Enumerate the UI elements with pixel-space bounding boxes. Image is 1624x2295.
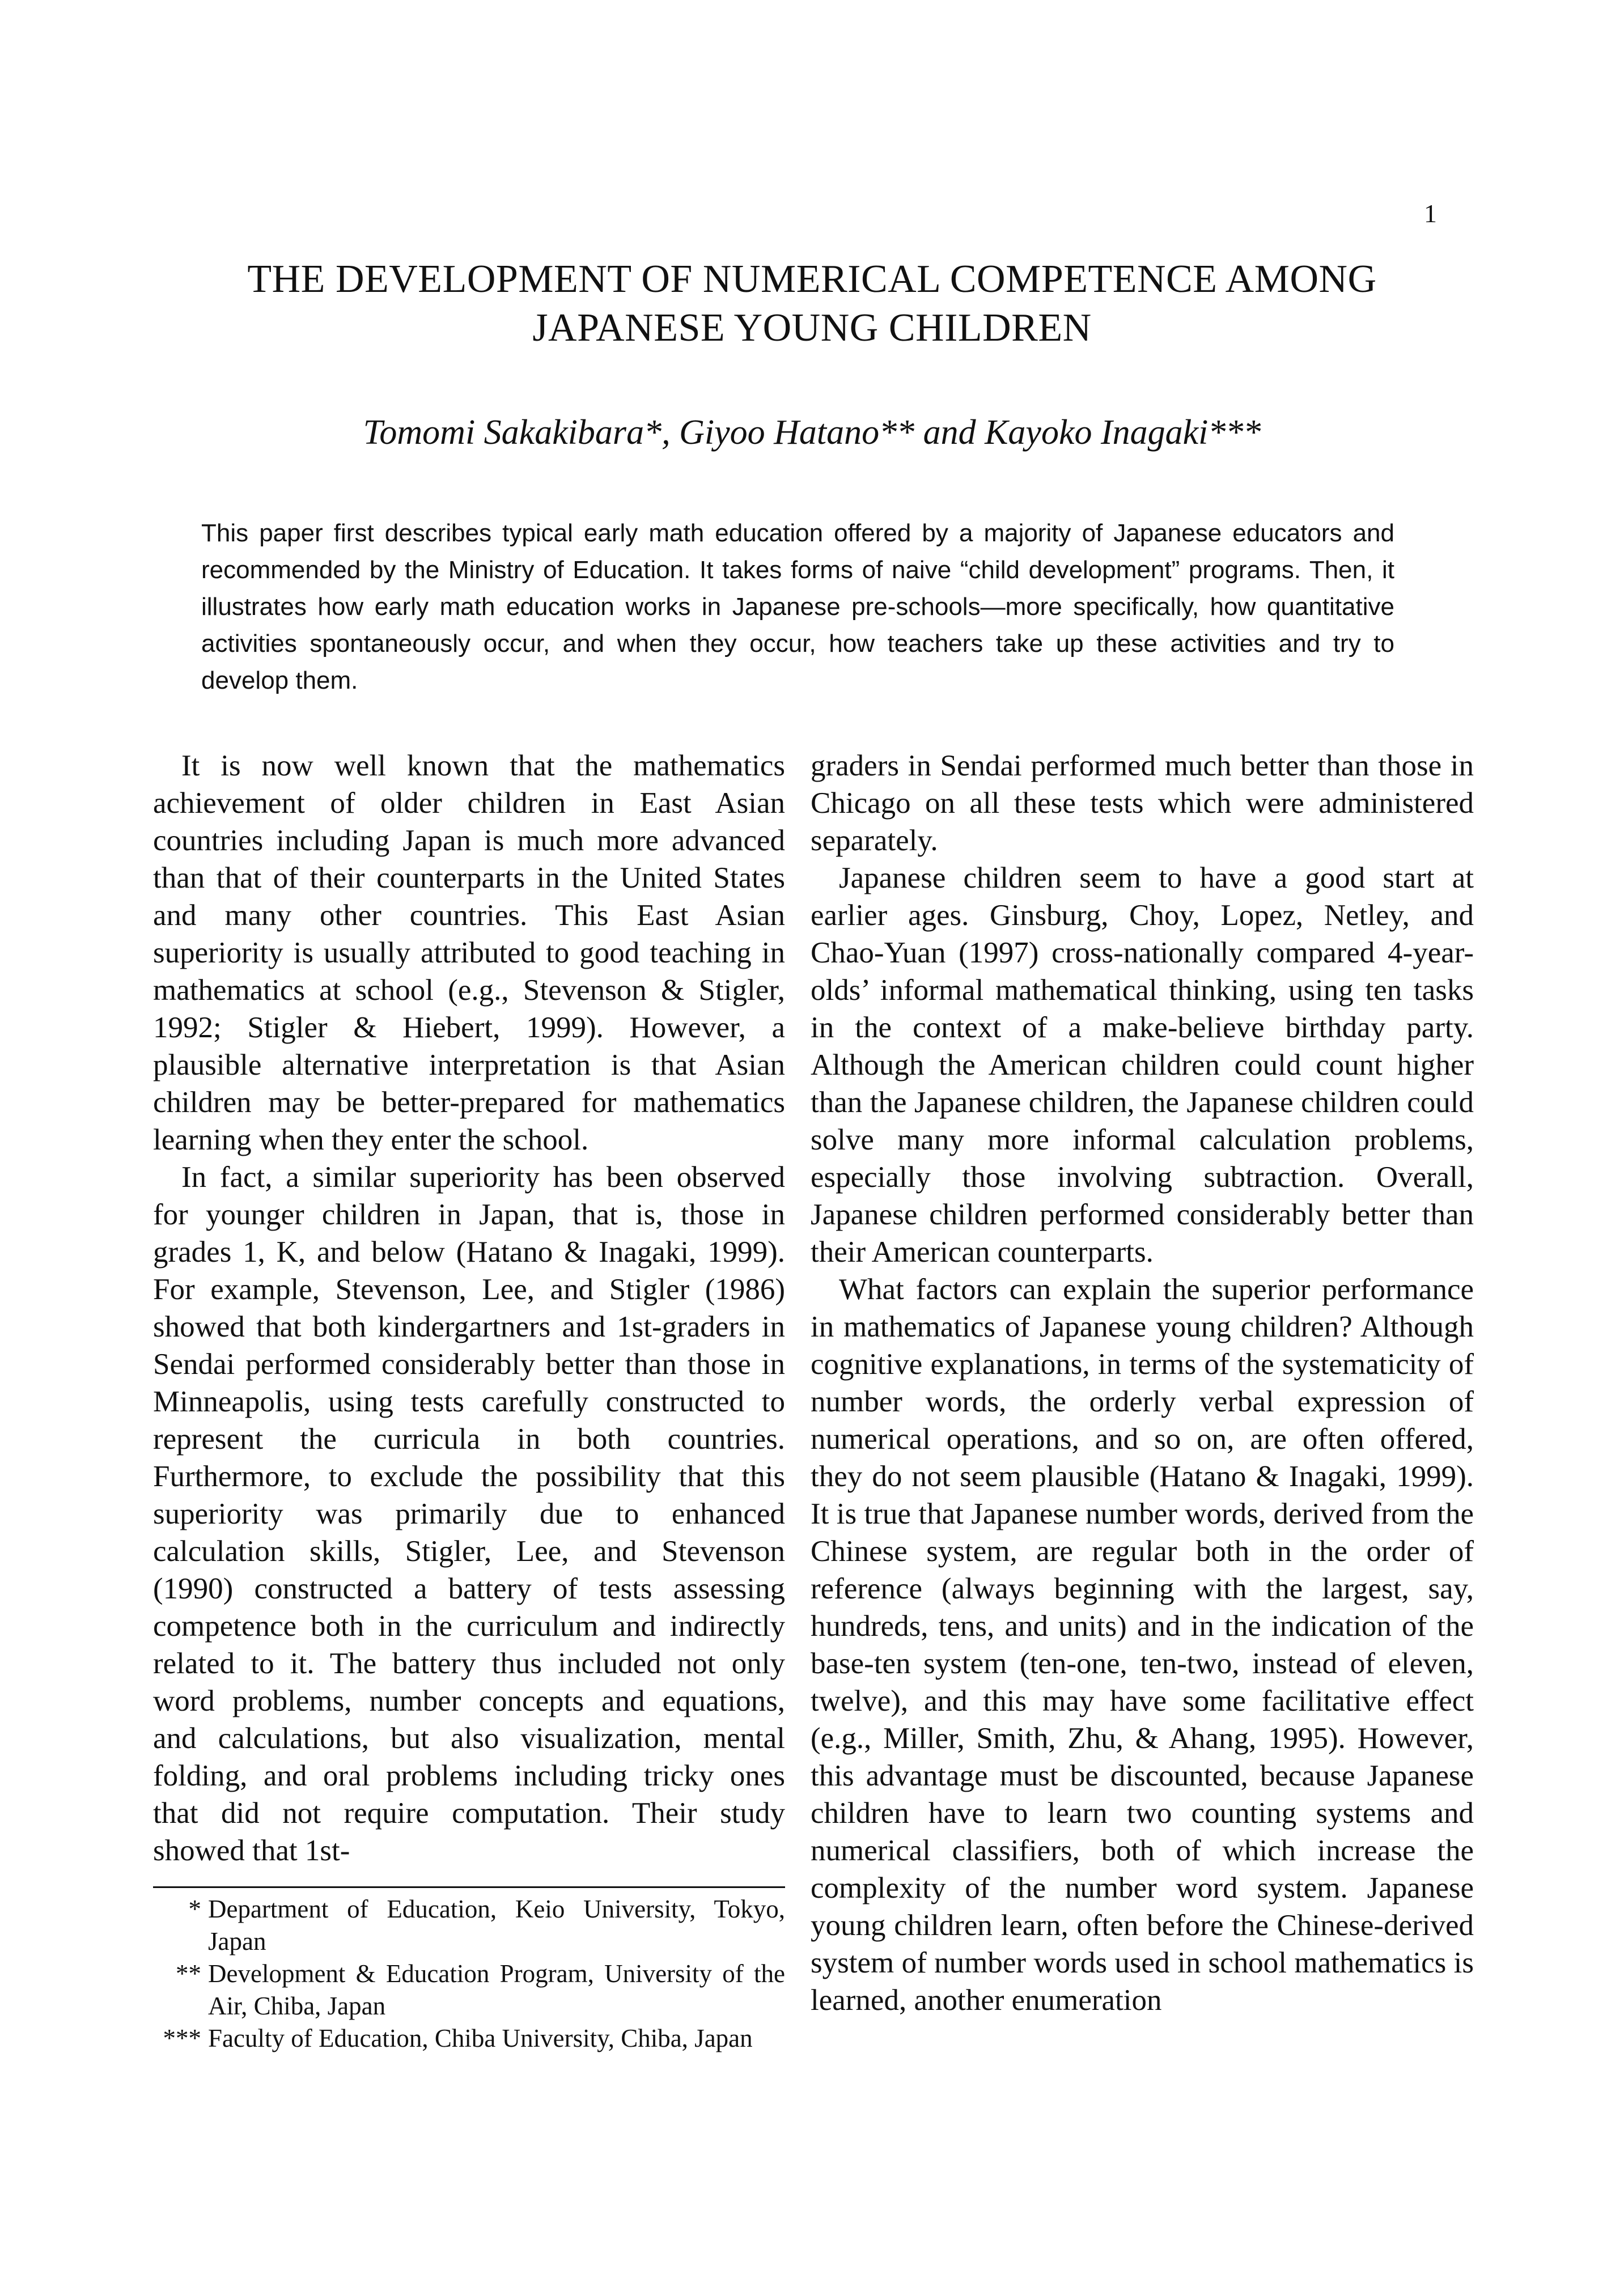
footnote-text: Department of Education, Keio University, Tokyo, Japan — [208, 1895, 785, 1955]
body-paragraph: What factors can explain the superior performance in mathematics of Japanese young children? Although cognitive explanations, in terms of the systematicity of number words, the orderly verbal expression of numerical operations, and so on, are often offered, they do not seem plausible (Hatano & Inagaki, 1999). It is true that Japanese number words, derived from the Chinese system, are regular both in the order of reference (always beginning with the largest, say, hundreds, tens, and units) and in the indication of the base-ten system (ten-one, ten-two, instead of eleven, twelve), and this may have some facilitative effect (e.g., Miller, Smith, Zhu, & Ahang, 1995). However, this advantage must be discounted, because Japanese children have to learn two counting systems and numerical classifiers, both of which increase the complexity of the number word system. Japanese young children learn, often before the Chinese-derived system of number words used in school mathematics is learned, another enumeration — [811, 1273, 1474, 2017]
footnote-divider — [153, 1886, 785, 1888]
page-number: 1 — [1424, 199, 1437, 228]
body-paragraph: Japanese children seem to have a good start at earlier ages. Ginsburg, Choy, Lopez, Netley, and Chao-Yuan (1997) cross-nationally compared 4-year-olds’ informal mathematical thinking, using ten tasks in the context of a make-believe birthday party. Although the American children could count higher than the Japanese children, the Japanese children could solve many more informal calculation problems, especially those involving subtraction. Overall, Japanese children performed considerably better than their American counterparts. — [811, 862, 1474, 1269]
footnote-mark: ** — [176, 1959, 201, 1988]
footnote-mark: *** — [163, 2024, 201, 2052]
title-line-2: JAPANESE YOUNG CHILDREN — [532, 306, 1092, 350]
footnotes — [153, 1893, 785, 2055]
body-paragraph: In fact, a similar superiority has been observed for younger children in Japan, that is, those in grades 1, K, and below (Hatano & Inagaki, 1999). For example, Stevenson, Lee, and Stigler (1986) showed that both kindergartners and 1st-graders in Sendai performed considerably better than those in Minneapolis, using tests carefully constructed to represent the curricula in both countries. Furthermore, to exclude the possibility that this superiority was primarily due to enhanced calculation skills, Stigler, Lee, and Stevenson (1990) constructed a battery of tests assessing competence both in the curriculum and indirectly related to it. The battery thus included not only word problems, number concepts and equations, and calculations, but also visualization, mental folding, and oral problems including tricky ones that did not require computation. Their study showed that 1st- — [153, 1161, 785, 1867]
left-column — [153, 747, 785, 1869]
author-list: Tomomi Sakakibara*, Giyoo Hatano** and Kayoko Inagaki*** — [363, 413, 1261, 452]
footnote-mark: * — [188, 1895, 201, 1923]
abstract — [201, 515, 1394, 699]
body-paragraph: It is now well known that the mathematics achievement of older children in East Asian countries including Japan is much more advanced than that of their counterparts in the United States and many other countries. This East Asian superiority is usually attributed to good teaching in mathematics at school (e.g., Stevenson & Stigler, 1992; Stigler & Hiebert, 1999). However, a plausible alternative interpretation is that Asian children may be better-prepared for mathematics learning when they enter the school. — [153, 749, 785, 1156]
title-line-1: THE DEVELOPMENT OF NUMERICAL COMPETENCE AMONG — [247, 257, 1377, 301]
right-column — [811, 747, 1474, 2019]
footnote — [153, 1958, 785, 2022]
abstract-text: This paper first describes typical early math education offered by a majority of Japanese educators and recommended by the Ministry of Education. It takes forms of naive “child development” programs. Then, it illustrates how early math education works in Japanese pre-schools—more specifically, how quantitative activities spontaneously occur, and when they occur, how teachers take up these activities and try to develop them. — [201, 519, 1394, 694]
paper-title — [0, 255, 1624, 353]
footnote — [153, 2022, 785, 2055]
footnote-text: Faculty of Education, Chiba University, Chiba, Japan — [208, 2024, 753, 2052]
footnote-text: Development & Education Program, University of the Air, Chiba, Japan — [208, 1959, 785, 2020]
body-paragraph-continued: graders in Sendai performed much better than those in Chicago on all these tests which were administered separately. — [811, 749, 1474, 857]
footnote — [153, 1893, 785, 1958]
